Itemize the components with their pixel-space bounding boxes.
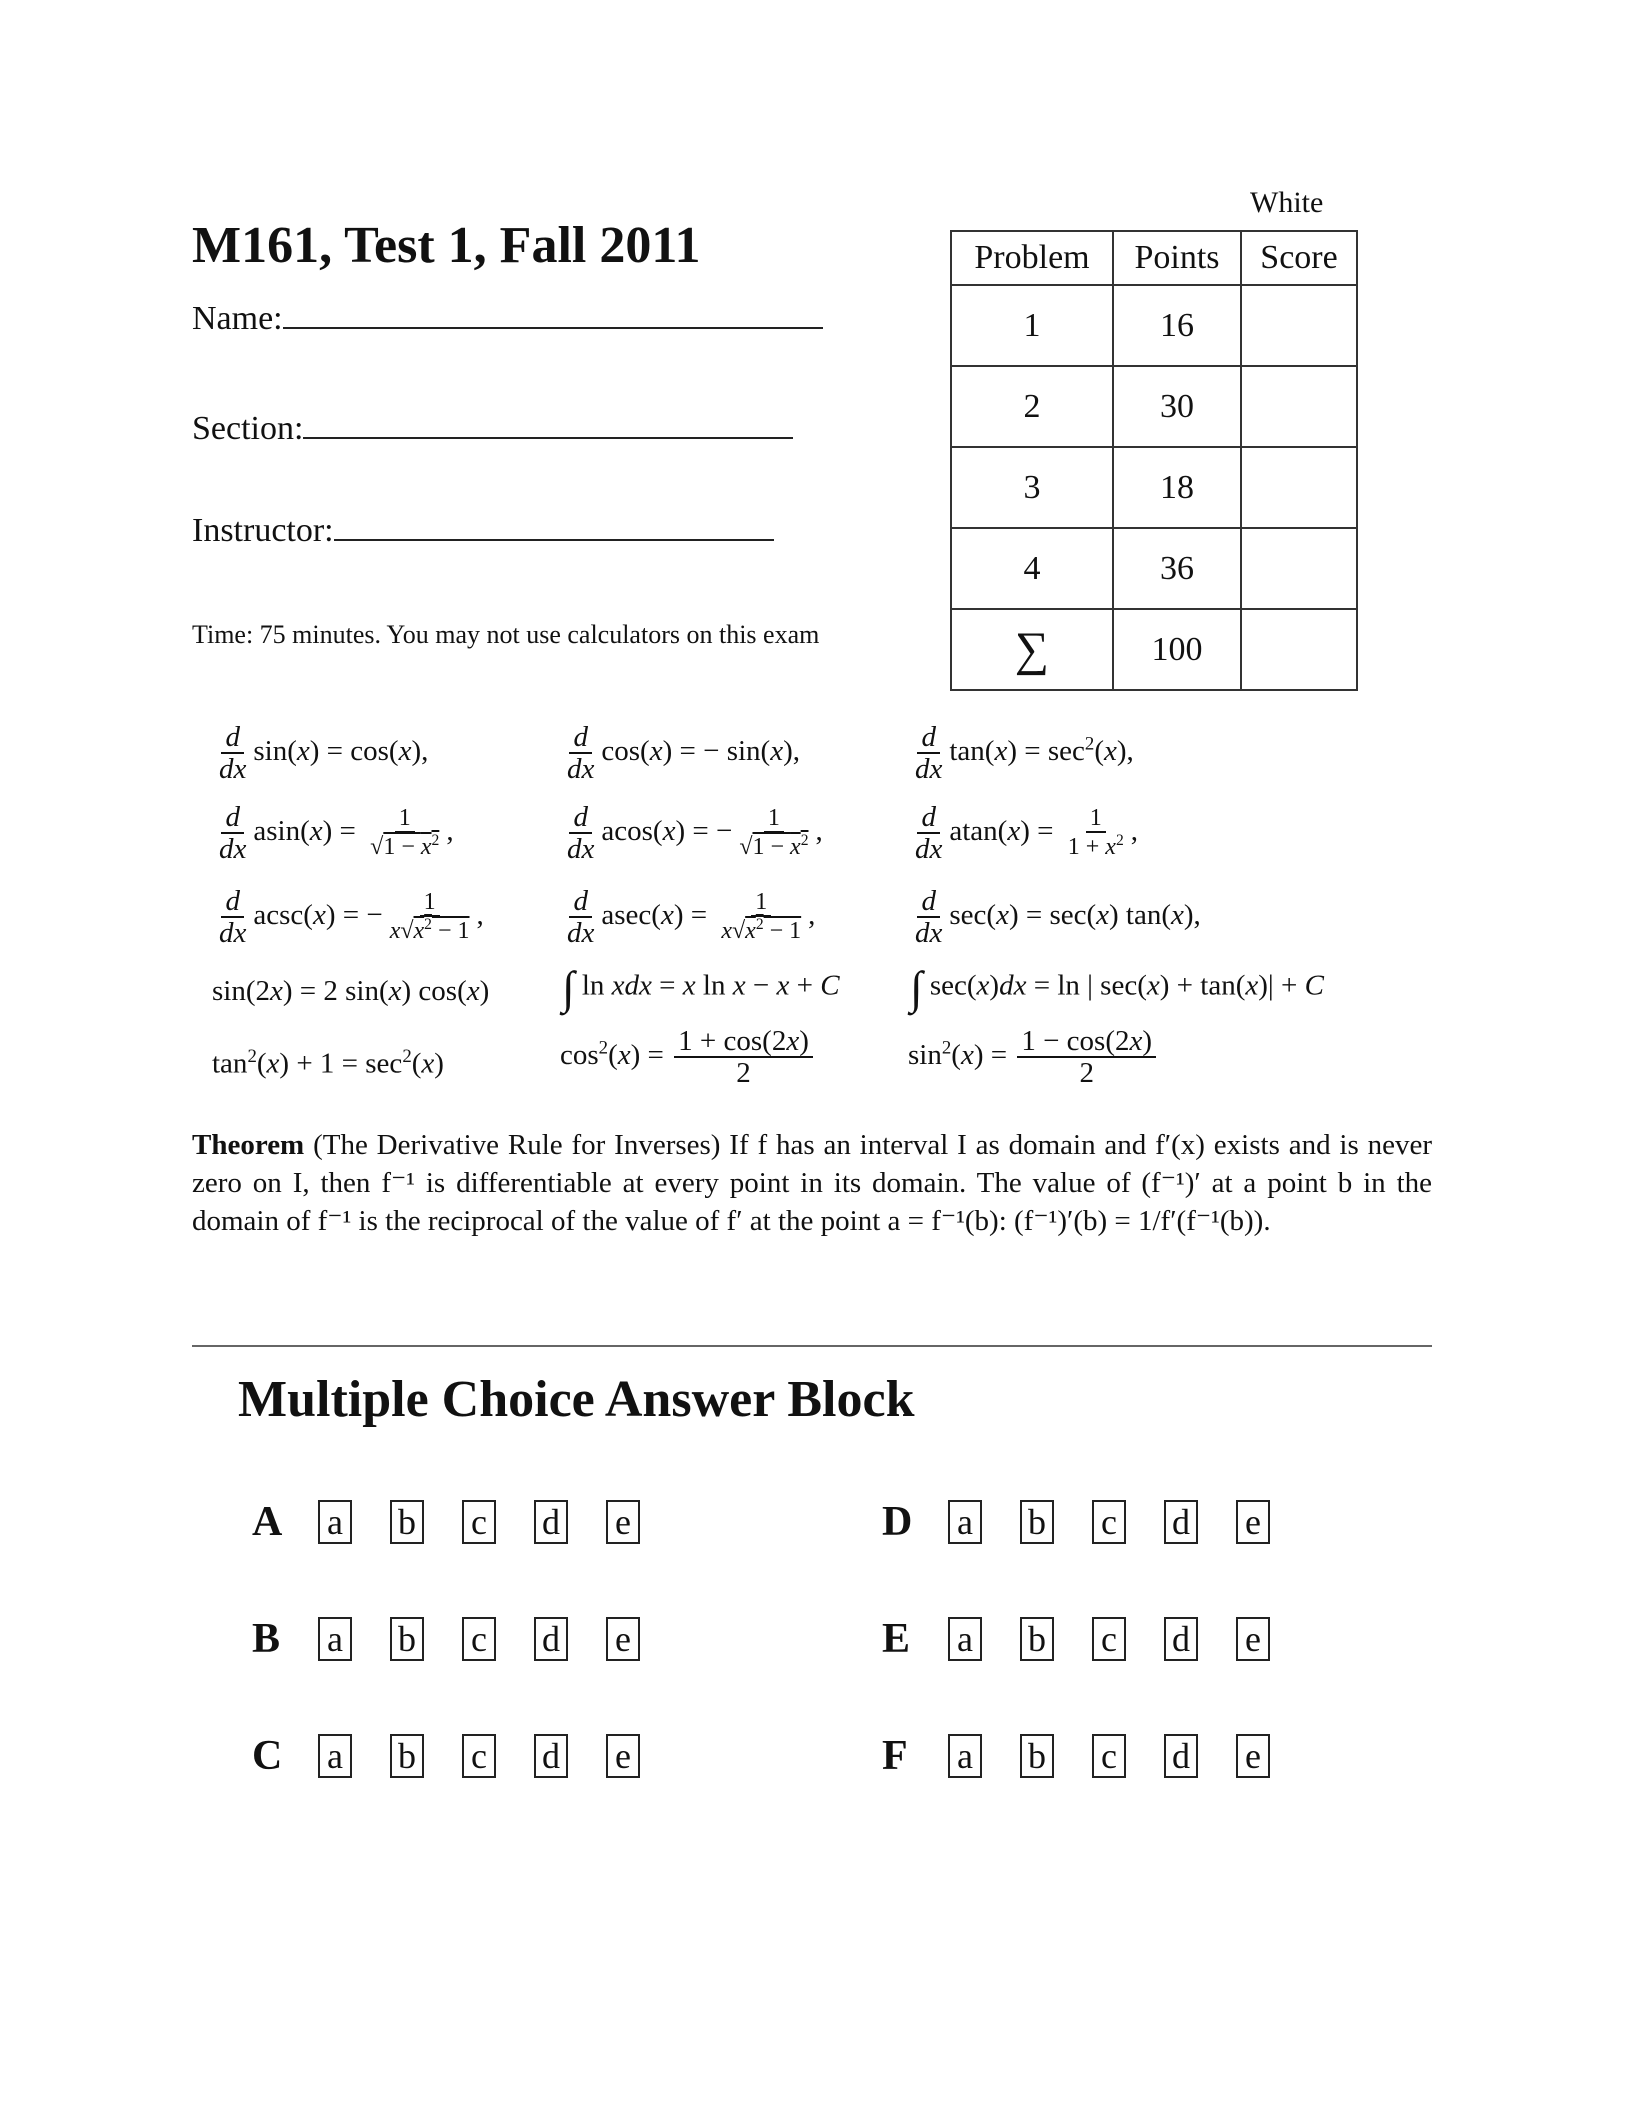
formula-cos-sq: $\cos^2(x)$ = $\frac{1 + \cos(2x)}{2}$ xyxy=(560,1026,816,1089)
points-cell: 30 xyxy=(1113,366,1241,447)
exam-title: M161, Test 1, Fall 2011 xyxy=(192,217,701,274)
theorem-text: (The Derivative Rule for Inverses) If f has an interval I as domain and f′(x) exists and is never zero on I, then f⁻¹ is differentiable at every point in its domain. The value of (f⁻¹)′ at a point b in the domain of f⁻¹ is the reciprocal of the value of f′ at the point a = f⁻¹(b): (f⁻¹)′(b) = 1/f′(f⁻¹(b)). xyxy=(192,1129,1432,1237)
formula-deriv-cos: $\frac{d}{dx}$ cos(x) = − sin(x), xyxy=(567,721,800,786)
choice-a[interactable]: a xyxy=(318,1617,352,1661)
formula-pythag: $\tan^2(x) + 1 = \sec^2(x)$ xyxy=(212,1046,444,1080)
version-label: White xyxy=(1250,186,1324,219)
choice-e[interactable]: e xyxy=(606,1617,640,1661)
formula-deriv-acos: $\frac{d}{dx}$ acos(x) = − $\frac{1}{√1 - x^2}$ , xyxy=(567,801,823,866)
problem-cell: 2 xyxy=(951,366,1113,447)
score-total-cell[interactable] xyxy=(1241,609,1357,690)
choice-c[interactable]: c xyxy=(462,1500,496,1544)
choice-e[interactable]: e xyxy=(606,1500,640,1544)
answer-row xyxy=(882,1498,1308,1546)
choice-d[interactable]: d xyxy=(1164,1734,1198,1778)
choice-e[interactable]: e xyxy=(606,1734,640,1778)
formula-sin-sq: $\sin^2(x)$ = $\frac{1 - \cos(2x)}{2}$ xyxy=(908,1026,1159,1089)
choice-a[interactable]: a xyxy=(318,1734,352,1778)
answer-row xyxy=(252,1615,678,1663)
question-letter: D xyxy=(882,1499,913,1545)
formula-deriv-sin: $\frac{d}{dx}$ sin(x) = cos(x), xyxy=(219,721,429,786)
score-cell[interactable] xyxy=(1241,447,1357,528)
instructor-field[interactable] xyxy=(192,512,774,550)
divider xyxy=(192,1345,1432,1347)
choice-b[interactable]: b xyxy=(390,1617,424,1661)
points-total-cell: 100 xyxy=(1113,609,1241,690)
score-table xyxy=(950,230,1358,691)
choice-a[interactable]: a xyxy=(318,1500,352,1544)
table-row xyxy=(951,285,1357,366)
name-label: Name: xyxy=(192,300,283,337)
choice-c[interactable]: c xyxy=(1092,1500,1126,1544)
choice-e[interactable]: e xyxy=(1236,1500,1270,1544)
theorem-block xyxy=(192,1126,1432,1240)
formula-deriv-atan: $\frac{d}{dx}$ atan(x) = $\frac{1}{1 + x^2}$ , xyxy=(915,801,1138,866)
choice-a[interactable]: a xyxy=(948,1617,982,1661)
section-line xyxy=(303,433,793,439)
answer-row xyxy=(252,1498,678,1546)
question-letter: E xyxy=(882,1616,911,1662)
points-cell: 18 xyxy=(1113,447,1241,528)
sum-symbol: ∑ xyxy=(951,609,1113,690)
instructor-line xyxy=(334,535,774,541)
theorem-label: Theorem xyxy=(192,1129,305,1161)
section-field[interactable] xyxy=(192,410,793,448)
header-problem: Problem xyxy=(951,231,1113,285)
points-cell: 16 xyxy=(1113,285,1241,366)
answer-block-heading: Multiple Choice Answer Block xyxy=(238,1371,915,1428)
choice-d[interactable]: d xyxy=(1164,1500,1198,1544)
question-letter: F xyxy=(882,1733,908,1779)
name-field[interactable] xyxy=(192,300,823,338)
choice-a[interactable]: a xyxy=(948,1500,982,1544)
question-letter: B xyxy=(252,1616,281,1662)
header-points: Points xyxy=(1113,231,1241,285)
score-table-header xyxy=(951,231,1357,285)
formula-int-sec: ∫ sec(x)dx = ln | sec(x) + tan(x)| + C xyxy=(910,962,1324,1013)
section-label: Section: xyxy=(192,410,304,447)
choice-d[interactable]: d xyxy=(1164,1617,1198,1661)
choice-a[interactable]: a xyxy=(948,1734,982,1778)
formula-sin-double: sin(2x) = 2 sin(x) cos(x) xyxy=(212,975,490,1007)
name-line xyxy=(283,323,823,329)
formula-deriv-asin: $\frac{d}{dx}$ asin(x) = $\frac{1}{√1 - x^2}$ , xyxy=(219,801,454,866)
time-note: Time: 75 minutes. You may not use calculators on this exam xyxy=(192,620,820,649)
answer-row xyxy=(882,1732,1308,1780)
choice-b[interactable]: b xyxy=(390,1500,424,1544)
formula-deriv-sec: $\frac{d}{dx}$ sec(x) = sec(x) tan(x), xyxy=(915,885,1201,950)
problem-cell: 1 xyxy=(951,285,1113,366)
instructor-label: Instructor: xyxy=(192,512,334,549)
choice-c[interactable]: c xyxy=(462,1734,496,1778)
choice-e[interactable]: e xyxy=(1236,1617,1270,1661)
question-letter: C xyxy=(252,1733,283,1779)
choice-c[interactable]: c xyxy=(1092,1617,1126,1661)
score-cell[interactable] xyxy=(1241,285,1357,366)
choice-e[interactable]: e xyxy=(1236,1734,1270,1778)
question-letter: A xyxy=(252,1499,283,1545)
choice-b[interactable]: b xyxy=(390,1734,424,1778)
choice-c[interactable]: c xyxy=(462,1617,496,1661)
choice-d[interactable]: d xyxy=(534,1617,568,1661)
problem-cell: 4 xyxy=(951,528,1113,609)
choice-c[interactable]: c xyxy=(1092,1734,1126,1778)
choice-b[interactable]: b xyxy=(1020,1734,1054,1778)
formula-deriv-acsc: $\frac{d}{dx}$ acsc(x) = − $\frac{1}{x√x^2 - 1}$ , xyxy=(219,885,484,950)
choice-b[interactable]: b xyxy=(1020,1617,1054,1661)
table-row xyxy=(951,528,1357,609)
answer-row xyxy=(252,1732,678,1780)
formula-deriv-asec: $\frac{d}{dx}$ asec(x) = $\frac{1}{x√x^2 - 1}$ , xyxy=(567,885,816,950)
header-score: Score xyxy=(1241,231,1357,285)
formula-int-ln: ∫ ln xdx = x ln x − x + C xyxy=(562,962,840,1013)
score-cell[interactable] xyxy=(1241,366,1357,447)
answer-row xyxy=(882,1615,1308,1663)
choice-b[interactable]: b xyxy=(1020,1500,1054,1544)
table-row-total xyxy=(951,609,1357,690)
problem-cell: 3 xyxy=(951,447,1113,528)
points-cell: 36 xyxy=(1113,528,1241,609)
table-row xyxy=(951,366,1357,447)
table-row xyxy=(951,447,1357,528)
score-cell[interactable] xyxy=(1241,528,1357,609)
choice-d[interactable]: d xyxy=(534,1500,568,1544)
formula-deriv-tan: $\frac{d}{dx}$ $\tan(x) = \sec^2(x)$, xyxy=(915,721,1134,786)
choice-d[interactable]: d xyxy=(534,1734,568,1778)
